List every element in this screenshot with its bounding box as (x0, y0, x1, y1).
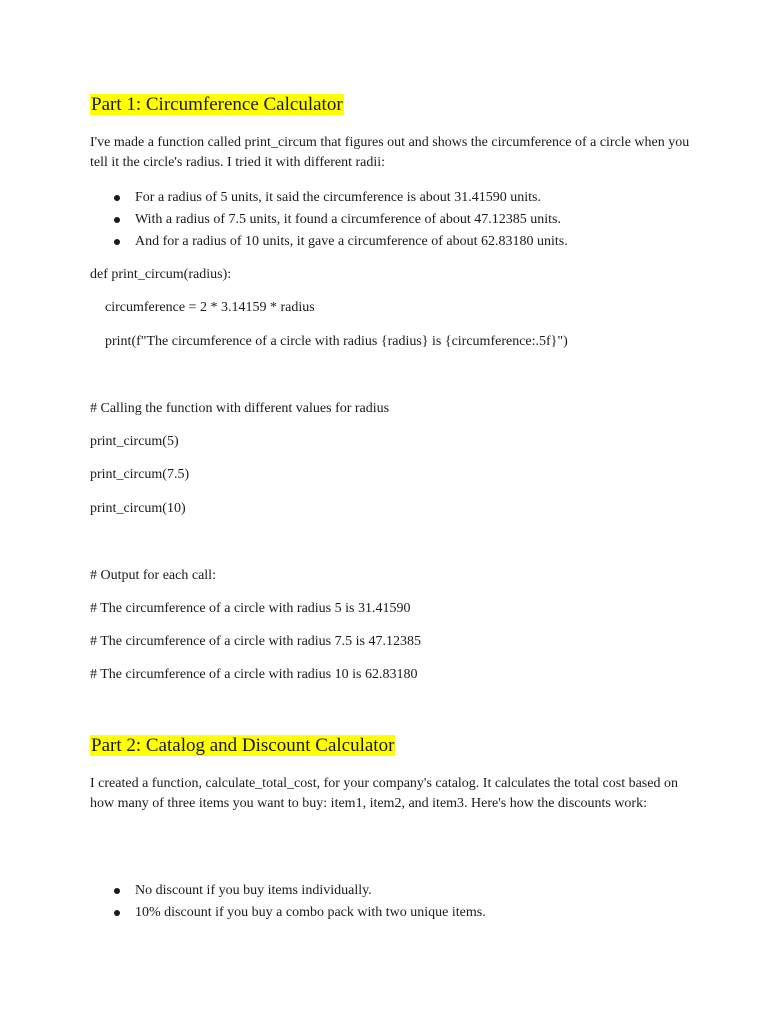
list-item (90, 209, 690, 231)
list-item-text: For a radius of 5 units, it said the circumference is about 31.41590 units. (135, 190, 541, 205)
part1-heading (90, 93, 344, 117)
part2-heading (90, 734, 395, 758)
bullet-icon (114, 239, 120, 245)
code-comment-line: # Output for each call: (90, 568, 216, 583)
list-item (90, 880, 690, 902)
code-output-line: # The circumference of a circle with radius 10 is 62.83180 (90, 667, 418, 682)
list-item (90, 187, 690, 209)
bullet-icon (114, 910, 120, 916)
bullet-icon (114, 195, 120, 201)
part2-intro: I created a function, calculate_total_cost, for your company's catalog. It calculates the total cost based on how many of three items you want to buy: item1, item2, and item3. Here's how the discounts work: (90, 776, 678, 811)
list-item-text: With a radius of 7.5 units, it found a circumference of about 47.12385 units. (135, 212, 561, 227)
code-call-line: print_circum(10) (90, 501, 186, 516)
part2-heading-text: Part 2: Catalog and Discount Calculator (91, 735, 395, 756)
part1-intro: I've made a function called print_circum that figures out and shows the circumference of a circle when you tell it the circle's radius. I tried it with different radii: (90, 135, 690, 170)
list-item-text: 10% discount if you buy a combo pack with two unique items. (135, 905, 486, 920)
part2-bullet-list (90, 880, 690, 924)
code-body-line: print(f"The circumference of a circle with radius {radius} is {circumference:.5f}") (105, 334, 568, 349)
code-def-line: def print_circum(radius): (90, 267, 232, 282)
bullet-icon (114, 888, 120, 894)
part1-bullet-list (90, 187, 690, 253)
part1-heading-text: Part 1: Circumference Calculator (91, 94, 343, 115)
code-output-line: # The circumference of a circle with radius 7.5 is 47.12385 (90, 634, 421, 649)
list-item (90, 902, 690, 924)
bullet-icon (114, 217, 120, 223)
list-item (90, 231, 690, 253)
code-body-line: circumference = 2 * 3.14159 * radius (105, 300, 315, 315)
code-output-line: # The circumference of a circle with radius 5 is 31.41590 (90, 601, 411, 616)
code-call-line: print_circum(7.5) (90, 467, 190, 482)
code-call-line: print_circum(5) (90, 434, 179, 449)
list-item-text: And for a radius of 10 units, it gave a circumference of about 62.83180 units. (135, 234, 568, 249)
code-comment-line: # Calling the function with different values for radius (90, 401, 390, 416)
list-item-text: No discount if you buy items individually. (135, 883, 372, 898)
